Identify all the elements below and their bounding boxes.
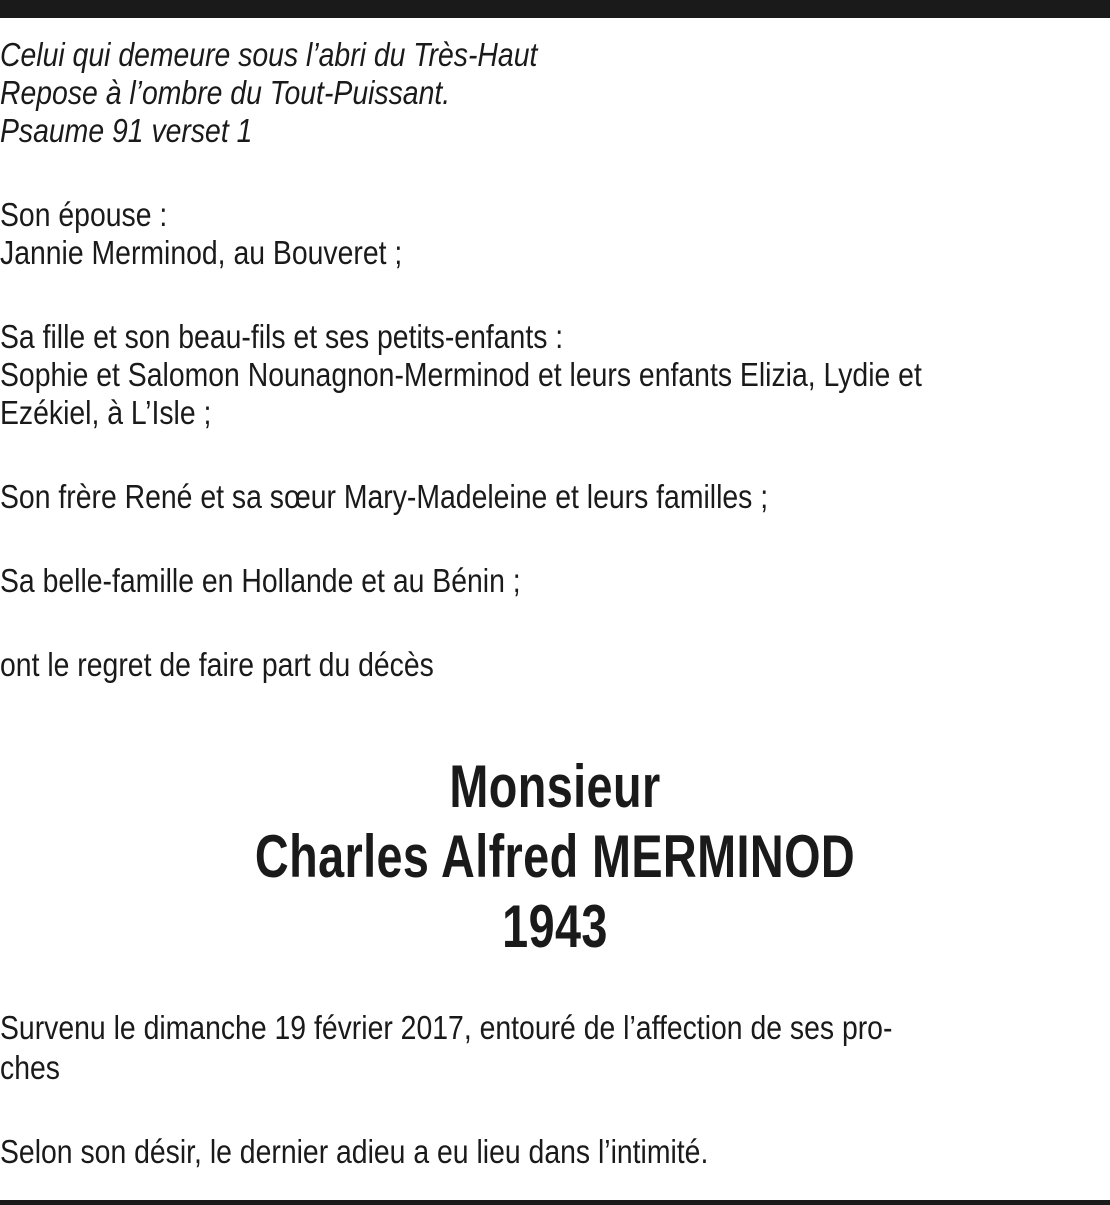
death-details bbox=[0, 1008, 1109, 1088]
closing-section bbox=[0, 1008, 955, 1172]
spouse-name: Jannie Merminod, au Bouveret ; bbox=[0, 234, 403, 271]
children-names: Ezékiel, à L’Isle ; bbox=[0, 394, 212, 431]
spouse-section bbox=[0, 196, 1109, 272]
verse-reference: Psaume 91 verset 1 bbox=[0, 112, 253, 149]
deceased-name-block bbox=[122, 752, 988, 962]
verse-quote bbox=[0, 36, 1109, 150]
notice-body bbox=[0, 36, 955, 684]
announcement-text: ont le regret de faire part du décès bbox=[0, 646, 434, 683]
death-date-text: Survenu le dimanche 19 février 2017, entouré de l’affection de ses pro- bbox=[0, 1009, 893, 1046]
farewell-text: Selon son désir, le dernier adieu a eu lieu dans l’intimité. bbox=[0, 1133, 709, 1170]
bottom-rule bbox=[0, 1200, 1110, 1205]
children-section bbox=[0, 318, 1109, 432]
spouse-heading: Son épouse : bbox=[0, 196, 168, 233]
farewell-details bbox=[0, 1132, 1109, 1172]
top-rule bbox=[0, 0, 1110, 18]
deceased-title: Monsieur bbox=[449, 753, 661, 820]
death-date-text: ches bbox=[0, 1049, 60, 1086]
deceased-name: Charles Alfred MERMINOD bbox=[254, 823, 856, 890]
verse-line: Celui qui demeure sous l’abri du Très-Haut bbox=[0, 36, 538, 73]
announcement-section bbox=[0, 646, 1109, 684]
in-laws-section bbox=[0, 562, 1109, 600]
children-names: Sophie et Salomon Nounagnon-Merminod et leurs enfants Elizia, Lydie et bbox=[0, 356, 922, 393]
siblings-section bbox=[0, 478, 1109, 516]
siblings-text: Son frère René et sa sœur Mary-Madeleine et leurs familles ; bbox=[0, 478, 769, 515]
verse-line: Repose à l’ombre du Tout-Puissant. bbox=[0, 74, 451, 111]
children-heading: Sa fille et son beau-fils et ses petits-enfants : bbox=[0, 318, 564, 355]
deceased-birth-year: 1943 bbox=[502, 893, 608, 960]
in-laws-text: Sa belle-famille en Hollande et au Bénin ; bbox=[0, 562, 521, 599]
